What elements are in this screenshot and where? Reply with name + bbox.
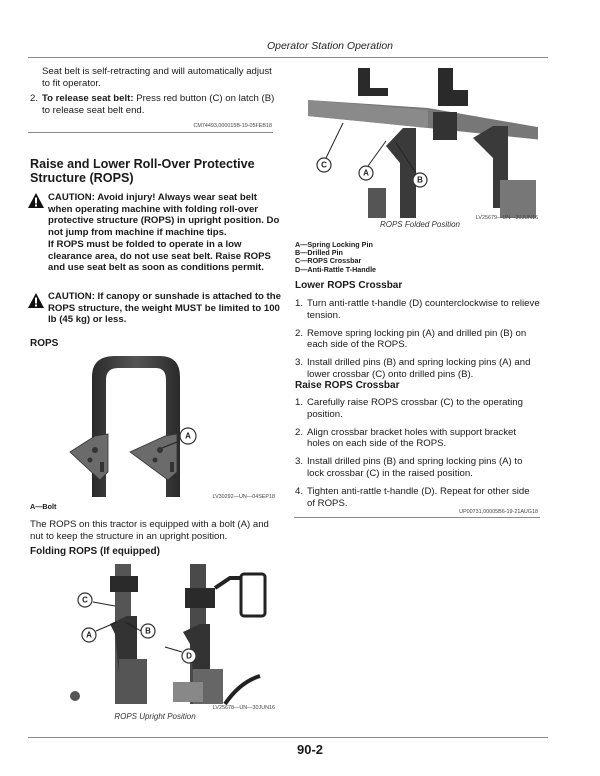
reference-code: UP00731,00005B6-19-21AUG18 (459, 509, 538, 515)
rops-upright-figure (65, 564, 270, 711)
svg-text:C: C (321, 160, 327, 170)
folding-rops-heading: Folding ROPS (If equipped) (30, 546, 160, 557)
image-id: LV25679—UN—30JUN16 (475, 215, 538, 221)
image-id: LV30292—UN—04SEP18 (212, 494, 275, 500)
raise-rops-heading: Raise ROPS Crossbar (295, 380, 400, 391)
list-item: 3. Install drilled pins (B) and spring locking pins (A) to lock crossbar (C) in the raised position. (295, 456, 523, 479)
svg-text:A: A (363, 168, 369, 178)
warning-icon (28, 193, 44, 213)
figure-legend: A—Bolt (30, 502, 57, 511)
rops-description: The ROPS on this tractor is equipped with a bolt (A) and nut to keep the structure in an upright position. (30, 519, 269, 542)
section-divider (28, 132, 273, 133)
list-item: 1. Turn anti-rattle t-handle (D) counterclockwise to relieve tension. (295, 298, 540, 321)
callout-label: A (185, 431, 191, 441)
legend-item: B—Drilled Pin (295, 248, 343, 258)
caution-text: CAUTION: Avoid injury! Always wear seat belt when operating machine with folding roll-over protective structure (ROPS) in upright position. Do not jump from machine if machine tips. (48, 192, 280, 238)
legend-item: D—Anti-Rattle T-Handle (295, 264, 377, 274)
legend-item: C—ROPS Crossbar (295, 256, 362, 266)
footer-divider (28, 737, 548, 738)
rops-bolt-figure (60, 352, 260, 502)
figure-caption: ROPS Folded Position (379, 220, 461, 229)
list-item: 2. Align crossbar bracket holes with support bracket holes on each side of the ROPS. (295, 426, 517, 450)
raise-steps-list (295, 397, 540, 515)
reference-code: CM74493,000015B-19-05FEB18 (193, 123, 272, 129)
rops-folded-figure (308, 68, 538, 223)
list-item: 1. Carefully raise ROPS crossbar (C) to the operating position. (295, 397, 523, 420)
legend-item: A—Spring Locking Pin (295, 240, 373, 249)
rops-heading: ROPS (30, 338, 59, 349)
step-bold-label: To release seat belt: (42, 93, 134, 104)
caution-text: CAUTION: If canopy or sunshade is attached to the ROPS structure, the weight MUST be limited to 100 lb (45 kg) or less. (48, 291, 281, 325)
section-title: Raise and Lower Roll-Over Protective Structure (ROPS) (30, 157, 255, 185)
list-item: 2. Remove spring locking pin (A) and drilled pin (B) on each side of the ROPS. (295, 327, 527, 351)
section-divider (294, 517, 540, 518)
step-release-seat-belt (30, 93, 282, 117)
intro-text: Seat belt is self-retracting and will automatically adjust to fit operator. (42, 66, 272, 89)
lower-rops-heading: Lower ROPS Crossbar (295, 280, 403, 291)
list-item: 3. Install drilled pins (B) and spring locking pins (A) and lower crossbar (C) onto drilled pins (B). (295, 357, 531, 380)
warning-icon (28, 293, 44, 313)
svg-text:B: B (145, 626, 151, 636)
page-number: 90-2 (296, 742, 324, 757)
header-divider (28, 57, 548, 58)
step-text: Press red button (C) on latch (B) to release seat belt end. (42, 93, 275, 116)
svg-text:A: A (86, 630, 92, 640)
running-header: Operator Station Operation (266, 40, 394, 52)
svg-text:C: C (82, 595, 88, 605)
svg-text:B: B (417, 175, 423, 185)
caution-note: If ROPS must be folded to operate in a low clearance area, do not use seat belt. Raise ROPS and use seat belt as soon as conditions permit. (48, 239, 271, 273)
step-number: 2. (30, 93, 39, 104)
svg-text:D: D (186, 651, 192, 661)
image-id: LV25678—UN—30JUN16 (212, 705, 275, 711)
figure-legend (295, 241, 535, 274)
list-item: 4. Tighten anti-rattle t-handle (D). Repeat for other side of ROPS. (295, 485, 530, 509)
lower-steps-list (295, 298, 540, 387)
figure-caption: ROPS Upright Position (114, 712, 196, 721)
